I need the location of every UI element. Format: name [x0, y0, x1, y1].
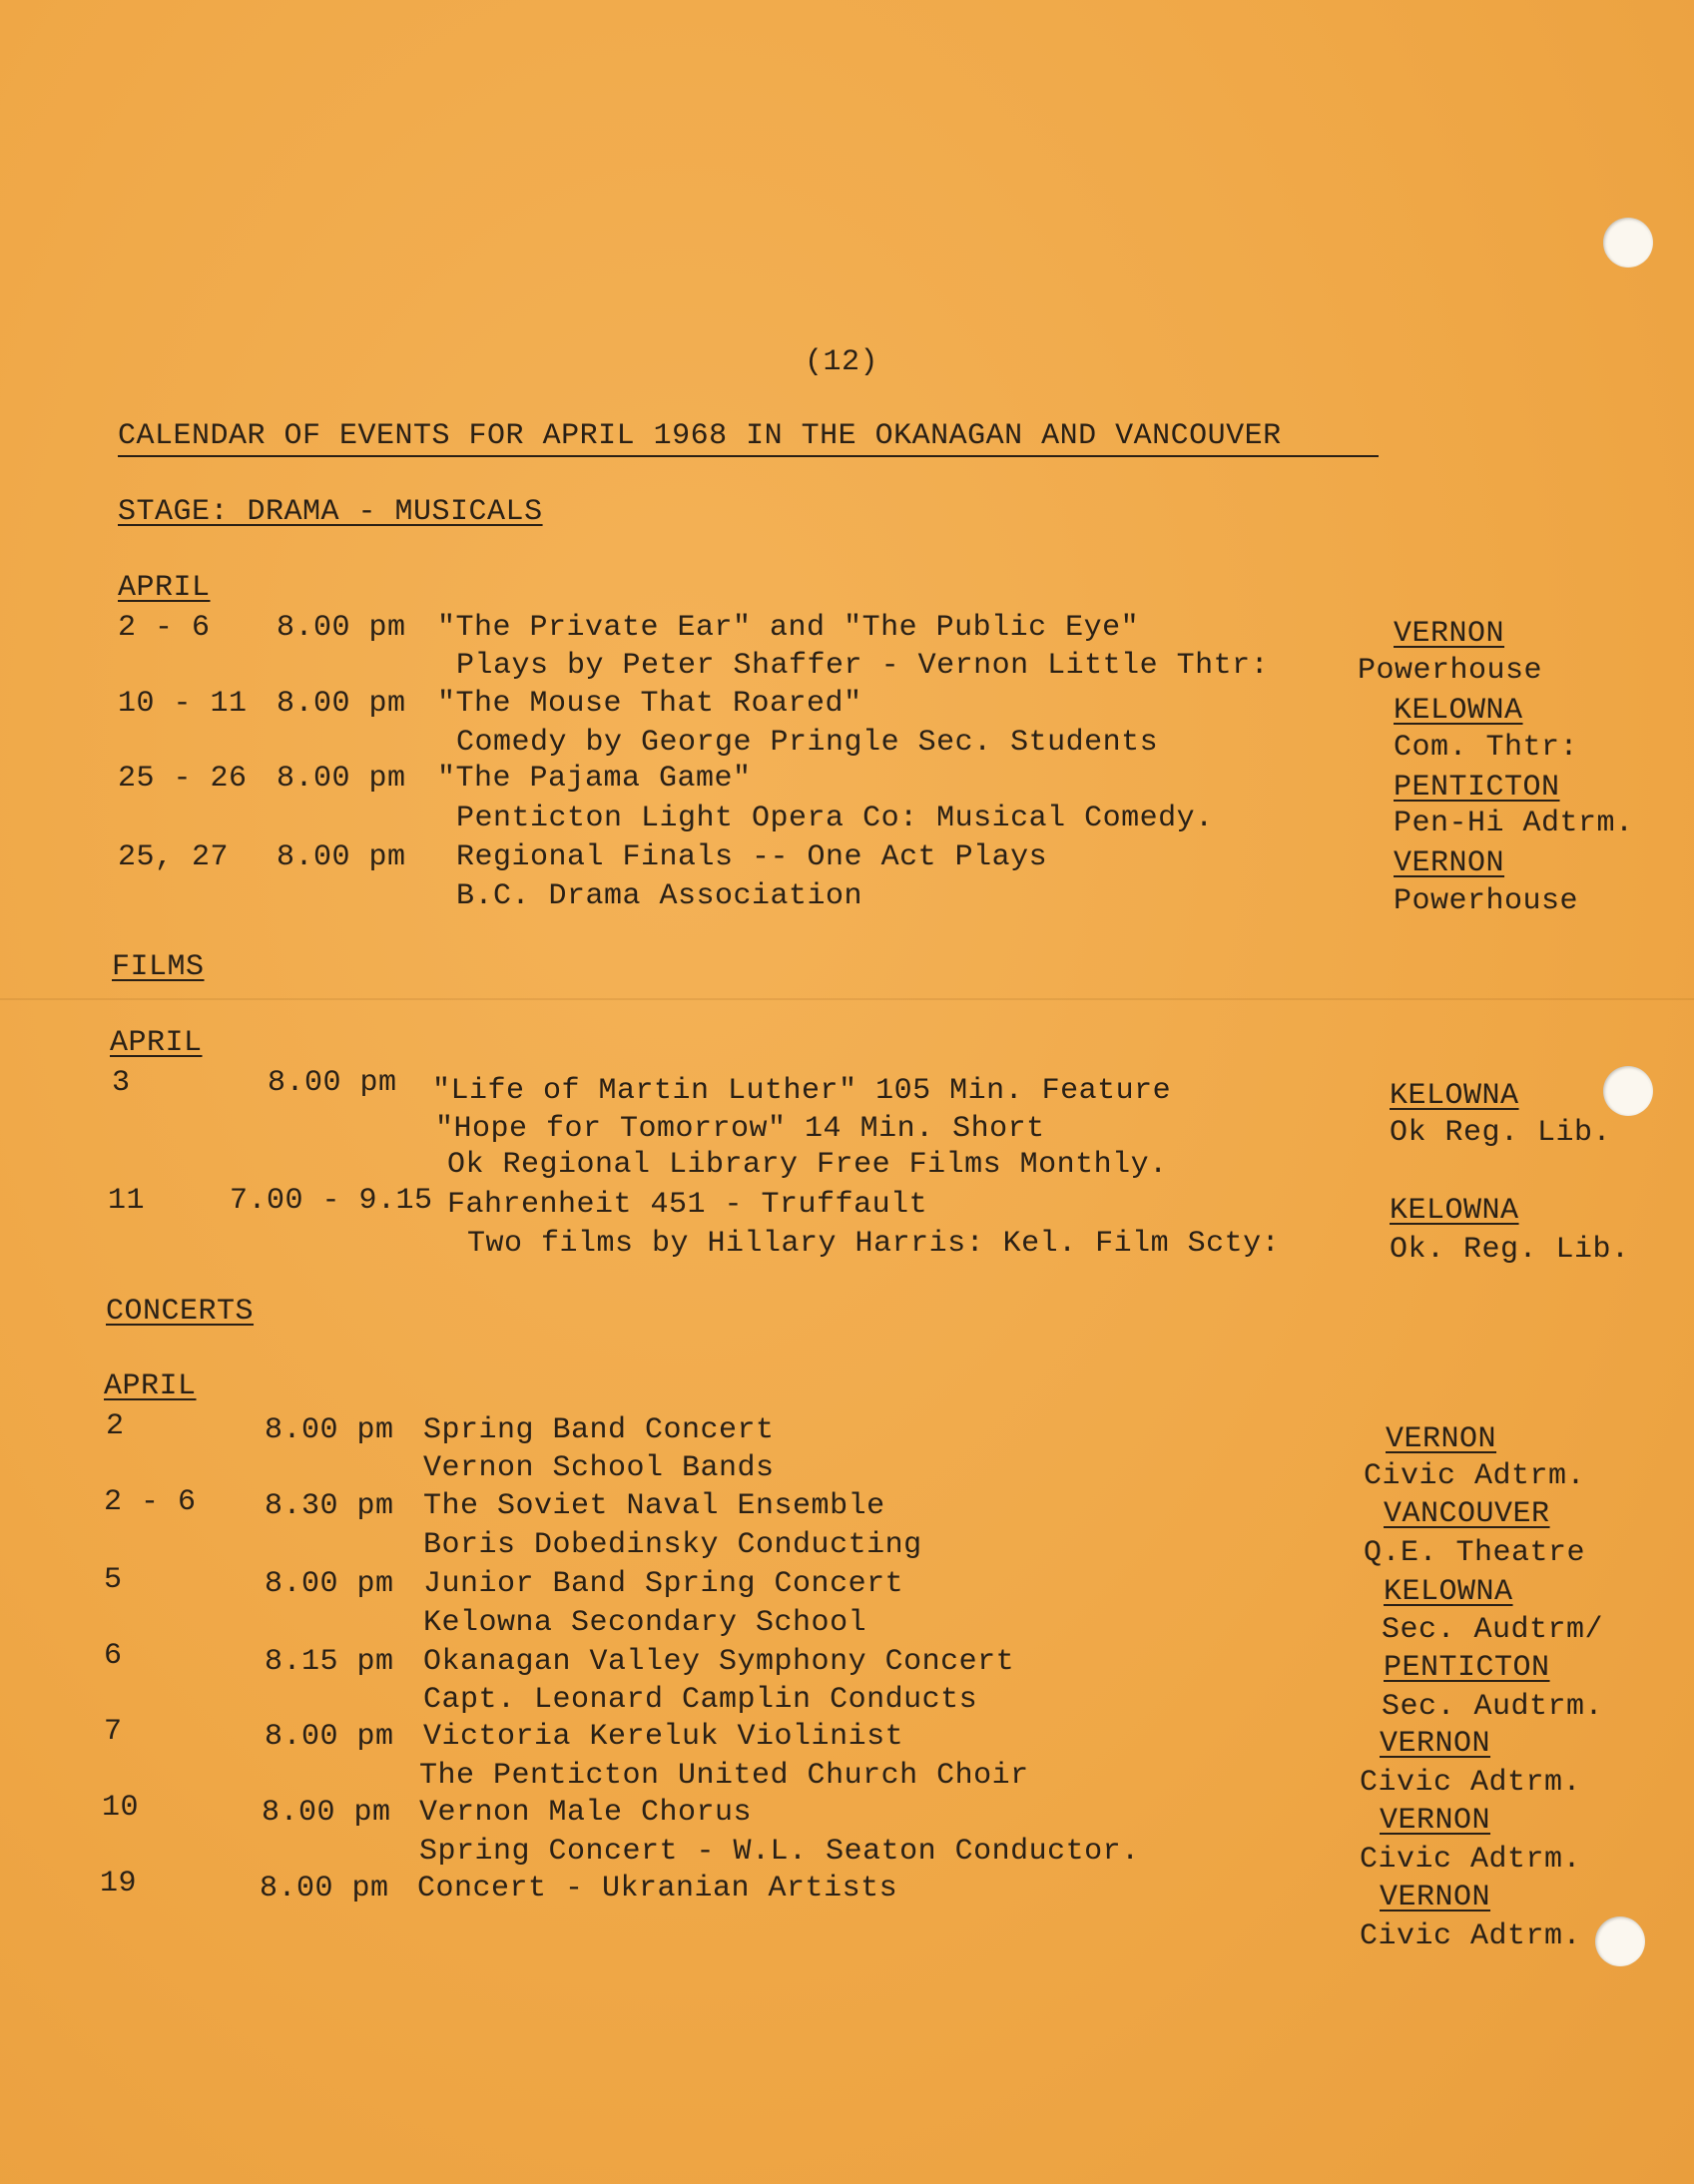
event-detail: Capt. Leonard Camplin Conducts [423, 1683, 978, 1717]
event-venue: Ok. Reg. Lib. [1390, 1233, 1630, 1267]
event-detail: Penticton Light Opera Co: Musical Comedy. [456, 802, 1214, 835]
event-city: PENTICTON [1394, 771, 1560, 805]
event-title: Fahrenheit 451 - Truffault [447, 1188, 928, 1222]
event-venue: Civic Adtrm. [1360, 1919, 1582, 1953]
section-heading-stage: STAGE: DRAMA - MUSICALS [118, 495, 543, 529]
event-title: Concert - Ukranian Artists [417, 1872, 898, 1906]
event-date: 3 [112, 1066, 131, 1100]
event-venue: Civic Adtrm. [1360, 1766, 1582, 1800]
event-date: 7 [104, 1715, 123, 1749]
event-time: 7.00 - 9.15 [230, 1184, 433, 1218]
event-city: VERNON [1380, 1804, 1491, 1838]
event-venue: Sec. Audtrm/ [1382, 1613, 1604, 1647]
event-date: 10 - 11 [118, 687, 248, 721]
punch-hole-bottom [1595, 1916, 1645, 1966]
section-heading-films: FILMS [112, 950, 205, 984]
event-venue: Civic Adtrm. [1360, 1843, 1582, 1877]
event-city: KELOWNA [1390, 1079, 1519, 1113]
event-venue: Com. Thtr: [1394, 731, 1579, 765]
punch-hole-top [1603, 218, 1653, 268]
event-title: The Soviet Naval Ensemble [423, 1489, 885, 1523]
event-title: Vernon Male Chorus [419, 1796, 753, 1830]
event-detail: "Hope for Tomorrow" 14 Min. Short [435, 1112, 1045, 1146]
event-time: 8.00 pm [277, 840, 406, 874]
event-venue: Powerhouse [1358, 654, 1543, 688]
section-heading-concerts: CONCERTS [106, 1295, 255, 1329]
event-city: VANCOUVER [1384, 1497, 1550, 1531]
event-title: "The Mouse That Roared" [437, 687, 862, 721]
event-venue: Pen-Hi Adtrm. [1394, 807, 1634, 840]
event-title: Victoria Kereluk Violinist [423, 1720, 904, 1754]
event-city: VERNON [1394, 617, 1505, 651]
event-city: KELOWNA [1390, 1194, 1519, 1228]
event-venue: Ok Reg. Lib. [1390, 1116, 1612, 1150]
event-detail: Two films by Hillary Harris: Kel. Film Scty: [467, 1227, 1281, 1261]
title-underline [118, 455, 1379, 457]
event-venue: Q.E. Theatre [1364, 1536, 1586, 1570]
event-time: 8.30 pm [265, 1489, 394, 1523]
punch-hole-middle [1603, 1066, 1653, 1116]
event-title: "The Pajama Game" [437, 762, 752, 796]
event-detail: Plays by Peter Shaffer - Vernon Little Thtr: [456, 649, 1270, 683]
page-number: (12) [805, 345, 879, 379]
event-date: 6 [104, 1639, 123, 1673]
event-detail: B.C. Drama Association [456, 879, 863, 913]
fold-line [0, 998, 1694, 1000]
event-detail-extra: Ok Regional Library Free Films Monthly. [447, 1148, 1168, 1182]
month-label-concerts: APRIL [104, 1369, 197, 1403]
event-detail: Comedy by George Pringle Sec. Students [456, 726, 1159, 760]
page-title: CALENDAR OF EVENTS FOR APRIL 1968 IN THE OKANAGAN AND VANCOUVER [118, 419, 1282, 453]
event-title: "The Private Ear" and "The Public Eye" [437, 611, 1140, 645]
month-label-stage: APRIL [118, 571, 211, 605]
event-date: 2 [106, 1409, 125, 1443]
event-time: 8.00 pm [260, 1872, 389, 1906]
event-time: 8.00 pm [277, 762, 406, 796]
event-date: 2 - 6 [104, 1485, 197, 1519]
event-detail: Vernon School Bands [423, 1451, 775, 1485]
event-title: "Life of Martin Luther" 105 Min. Feature [432, 1074, 1172, 1108]
event-time: 8.00 pm [277, 611, 406, 645]
event-venue: Powerhouse [1394, 884, 1579, 918]
event-detail: Boris Dobedinsky Conducting [423, 1528, 922, 1562]
event-date: 5 [104, 1563, 123, 1597]
event-city: VERNON [1386, 1422, 1497, 1456]
event-city: VERNON [1380, 1727, 1491, 1761]
month-label-films: APRIL [110, 1026, 203, 1060]
event-city: PENTICTON [1384, 1651, 1550, 1685]
event-city: VERNON [1394, 846, 1505, 880]
event-date: 10 [102, 1791, 140, 1825]
event-title: Spring Band Concert [423, 1413, 775, 1447]
event-time: 8.00 pm [265, 1720, 394, 1754]
event-venue: Sec. Audtrm. [1382, 1690, 1604, 1724]
event-date: 25 - 26 [118, 762, 248, 796]
event-city: KELOWNA [1384, 1575, 1513, 1609]
event-city: VERNON [1380, 1881, 1491, 1914]
event-date: 11 [108, 1184, 146, 1218]
event-detail: Spring Concert - W.L. Seaton Conductor. [419, 1835, 1140, 1869]
event-city: KELOWNA [1394, 694, 1523, 728]
event-time: 8.00 pm [277, 687, 406, 721]
event-detail: The Penticton United Church Choir [419, 1759, 1029, 1793]
event-date: 25, 27 [118, 840, 230, 874]
event-venue: Civic Adtrm. [1364, 1459, 1586, 1493]
event-time: 8.00 pm [265, 1413, 394, 1447]
event-time: 8.00 pm [268, 1066, 397, 1100]
event-title: Okanagan Valley Symphony Concert [423, 1645, 1015, 1679]
event-date: 2 - 6 [118, 611, 211, 645]
event-date: 19 [100, 1867, 138, 1901]
event-time: 8.00 pm [265, 1567, 394, 1601]
event-title: Regional Finals -- One Act Plays [456, 840, 1048, 874]
event-detail: Kelowna Secondary School [423, 1606, 867, 1640]
event-time: 8.00 pm [262, 1796, 391, 1830]
event-title: Junior Band Spring Concert [423, 1567, 904, 1601]
event-time: 8.15 pm [265, 1645, 394, 1679]
